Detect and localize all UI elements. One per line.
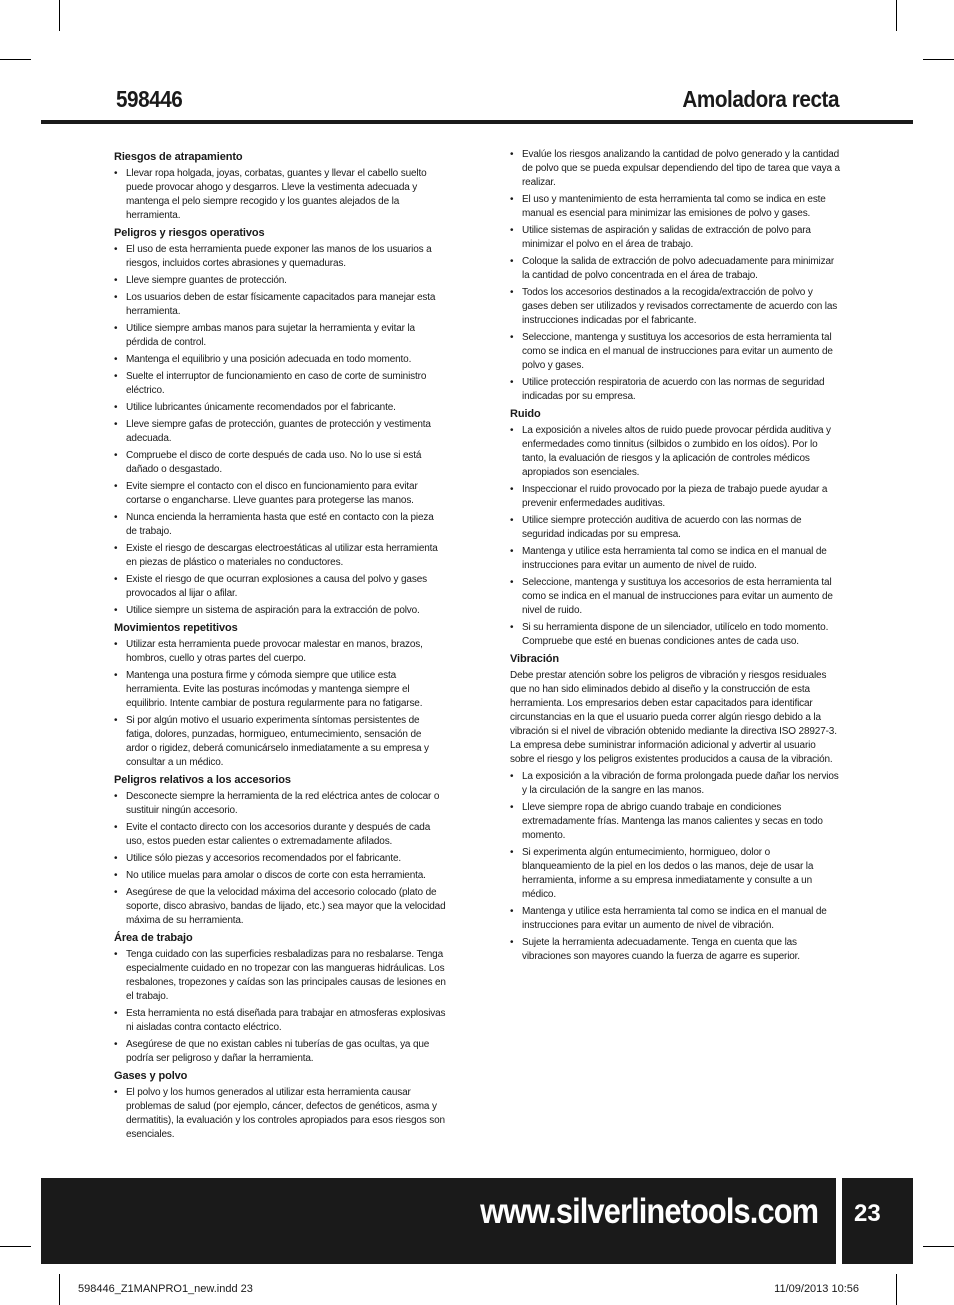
bullet-icon: • (510, 425, 514, 436)
section-heading: Peligros y riesgos operativos (114, 227, 265, 239)
bullet-icon: • (510, 225, 514, 236)
list-item (114, 669, 446, 711)
section-heading: Riesgos de atrapamiento (114, 151, 243, 163)
list-item (114, 604, 446, 618)
list-item-text: Utilice protección respiratoria de acuerdo con las normas de seguridad indicadas por su empresa. (522, 377, 825, 402)
list-item-text: Utilice lubricantes únicamente recomendados por el fabricante. (126, 402, 396, 413)
section (114, 773, 446, 928)
crop-mark (896, 1274, 897, 1305)
bullet-icon: • (510, 546, 514, 557)
list-item (510, 331, 840, 373)
dust-list (510, 148, 840, 404)
list-item-text: Lleve siempre ropa de abrigo cuando trabaje en condiciones extremadamente frías. Mantenga las manos calientes y secas en todo momento. (522, 802, 823, 841)
list-item (114, 243, 446, 271)
list-item (114, 573, 446, 601)
bullet-icon: • (510, 377, 514, 388)
list-item-text: Sujete la herramienta adecuadamente. Tenga en cuenta que las vibraciones son mayores cuando la fuerza de agarre es superior. (522, 937, 800, 962)
section-heading: Peligros relativos a los accesorios (114, 774, 291, 786)
list-item (114, 790, 446, 818)
list-item (114, 821, 446, 849)
list-item-text: Asegúrese de que la velocidad máxima del accesorio colocado (plato de soporte, disco abrasivo, bandas de lijado, etc.) sea mayor que la velocidad máxima de su herramienta. (126, 887, 446, 926)
list-item-text: Evalúe los riesgos analizando la cantidad de polvo generado y la cantidad de polvo que se pueda expulsar dependiendo del tipo de tarea que vaya a realizar. (522, 149, 840, 188)
bullet-icon: • (114, 870, 118, 881)
bullet-icon: • (114, 887, 118, 898)
list-item (510, 801, 840, 843)
list-item-text: Mantenga y utilice esta herramienta tal como se indica en el manual de instrucciones para evitar un aumento de nivel de vibración. (522, 906, 827, 931)
list-item-text: Asegúrese de que no existan cables ni tuberías de gas ocultas, ya que podría ser peligroso y dañar la herramienta. (126, 1039, 430, 1064)
list-item (510, 905, 840, 933)
bullet-icon: • (114, 354, 118, 365)
list-item-text: El polvo y los humos generados al utilizar esta herramienta causar problemas de salud (por ejemplo, cáncer, defectos de genéticos, asma y dermatitis), la evaluación y los controles apropiados para esos riesgos son esenciales. (126, 1087, 445, 1140)
section (114, 226, 446, 618)
list-item (510, 483, 840, 511)
bullet-icon: • (510, 287, 514, 298)
crop-mark (59, 0, 60, 31)
header-rule (41, 120, 913, 124)
list-item (510, 193, 840, 221)
list-item-text: Llevar ropa holgada, joyas, corbatas, guantes y llevar el cabello suelto puede provocar ahogo y desgarros. Lleve la vestimenta adecuada y mantenga el pelo siempre recogido y los guantes alejados de la herramienta. (126, 168, 427, 221)
bullet-icon: • (114, 481, 118, 492)
list-item-text: Mantenga una postura firme y cómoda siempre que utilice esta herramienta. Evite las posturas incómodas y mantenga siempre el equilibrio. Intente cambiar de postura regularmente para no fatigarse. (126, 670, 423, 709)
list-item-text: El uso y mantenimiento de esta herramienta tal como se indica en este manual es esencial para minimizar las emisiones de polvo y gases. (522, 194, 826, 219)
list-item (510, 424, 840, 480)
list-item-text: Si experimenta algún entumecimiento, hormigueo, dolor o blanqueamiento de la piel en los dedos o las manos, deje de usar la herramienta, informe a su empresa inmediatamente y consulte a un médico. (522, 847, 814, 900)
section-ruido (510, 407, 840, 649)
bullet-icon: • (114, 543, 118, 554)
list-item-text: Existe el riesgo de descargas electroestáticas al utilizar esta herramienta en piezas de plástico o materiales no conductores. (126, 543, 438, 568)
crop-mark (896, 0, 897, 31)
list-item (114, 1038, 446, 1066)
list-item (114, 401, 446, 415)
bullet-icon: • (510, 515, 514, 526)
list-item-text: El uso de esta herramienta puede exponer las manos de los usuarios a riesgos, incluidos cortes abrasiones y quemaduras. (126, 244, 432, 269)
bullet-icon: • (510, 332, 514, 343)
right-column (510, 150, 840, 967)
list-item (114, 886, 446, 928)
bullet-icon: • (114, 1087, 118, 1098)
list-item (510, 576, 840, 618)
list-item-text: Utilice sólo piezas y accesorios recomendados por el fabricante. (126, 853, 401, 864)
crop-mark (59, 1274, 60, 1305)
bullet-icon: • (114, 949, 118, 960)
bullet-icon: • (510, 771, 514, 782)
bullet-icon: • (114, 371, 118, 382)
bullet-icon: • (114, 605, 118, 616)
list-item-text: Evite el contacto directo con los accesorios durante y después de cada uso, estos pueden estar calientes o extremadamente afilados. (126, 822, 431, 847)
list-item-text: Lleve siempre guantes de protección. (126, 275, 287, 286)
crop-mark (0, 1246, 31, 1247)
list-item-text: La exposición a niveles altos de ruido puede provocar pérdida auditiva y enfermedades como tinnitus (silbidos o zumbido en los oídos). Por lo tanto, la evaluación de riesgos y la aplicación de controles médicos apropiados son esenciales. (522, 425, 831, 478)
section-heading: Gases y polvo (114, 1070, 188, 1082)
slug-datetime: 11/09/2013 10:56 (774, 1283, 859, 1295)
list-item (114, 353, 446, 367)
bullet-icon: • (114, 639, 118, 650)
bullet-icon: • (510, 256, 514, 267)
crop-mark (923, 1246, 954, 1247)
bullet-icon: • (114, 715, 118, 726)
list-item-text: Lleve siempre gafas de protección, guantes de protección y vestimenta adecuada. (126, 419, 431, 444)
bullet-icon: • (114, 402, 118, 413)
list-item-text: La exposición a la vibración de forma prolongada puede dañar los nervios y la circulación de la sangre en las manos. (522, 771, 839, 796)
list-item-text: Existe el riesgo de que ocurran explosiones a causa del polvo y gases provocados al lijar o afilar. (126, 574, 427, 599)
list-item-text: Mantenga el equilibrio y una posición adecuada en todo momento. (126, 354, 412, 365)
bullet-icon: • (114, 853, 118, 864)
list-item (510, 255, 840, 283)
bullet-icon: • (114, 323, 118, 334)
list-item (510, 846, 840, 902)
bullet-icon: • (510, 802, 514, 813)
list-item-text: Seleccione, mantenga y sustituya los accesorios de esta herramienta tal como se indica en el manual de instrucciones para evitar un aumento de nivel de ruido. (522, 577, 833, 616)
bullet-icon: • (114, 791, 118, 802)
list-item (114, 1007, 446, 1035)
list-item-text: Tenga cuidado con las superficies resbaladizas para no resbalarse. Tenga especialmente cuidado en no tropezar con las mangueras hidráulicas. Los resbalones, tropezones y caídas son las principales causas de lesiones en el trabajo. (126, 949, 446, 1002)
bullet-icon: • (114, 1008, 118, 1019)
list-item-text: Inspeccionar el ruido provocado por la pieza de trabajo puede ayudar a prevenir enfermedades auditivas. (522, 484, 828, 509)
bullet-icon: • (510, 906, 514, 917)
crop-mark (0, 59, 31, 60)
bullet-icon: • (114, 822, 118, 833)
vibration-paragraph: Debe prestar atención sobre los peligros de vibración y riesgos residuales que no han sido eliminados debido al diseño y la construcción de esta herramienta. Los empresarios deben estar capacitados para identificar circunstancias en la que el usuario pueda correr algún riesgo debido a la vibración si el nivel de vibración obtenido mediante la directiva ISO 28927-3. La empresa debe suministrar información adicional y advertir al usuario sobre el riesgo y los peligros existentes producidos a causa de la vibración. (510, 670, 837, 765)
bullet-icon: • (510, 149, 514, 160)
list-item (510, 376, 840, 404)
list-item (114, 852, 446, 866)
list-item (114, 948, 446, 1004)
list-item (510, 148, 840, 190)
list-item-text: No utilice muelas para amolar o discos de corte con esta herramienta. (126, 870, 426, 881)
bullet-icon: • (510, 847, 514, 858)
list-item (114, 167, 446, 223)
list-item-text: Si por algún motivo el usuario experimenta síntomas persistentes de fatiga, dolores, punzadas, hormigueo, entumecimiento, sensación de ardor o rigidez, deberá comunicárselo inmediatamente a su empresa y consultar a un médico. (126, 715, 429, 768)
list-item (510, 936, 840, 964)
bullet-icon: • (510, 577, 514, 588)
list-item-text: Utilice siempre protección auditiva de acuerdo con las normas de seguridad indicadas por su empresa. (522, 515, 802, 540)
list-item (114, 449, 446, 477)
list-item (114, 1086, 446, 1142)
list-item (510, 621, 840, 649)
bullet-icon: • (114, 168, 118, 179)
bullet-icon: • (114, 670, 118, 681)
bullet-icon: • (114, 244, 118, 255)
list-item-text: Nunca encienda la herramienta hasta que esté en contacto con la pieza de trabajo. (126, 512, 434, 537)
list-item-text: Utilice sistemas de aspiración y salidas de extracción de polvo para minimizar el polvo en el área de trabajo. (522, 225, 811, 250)
section (114, 150, 446, 223)
website-url[interactable]: www.silverlinetools.com (479, 1192, 818, 1231)
list-item (510, 286, 840, 328)
bullet-icon: • (114, 419, 118, 430)
list-item (114, 638, 446, 666)
bullet-icon: • (510, 937, 514, 948)
section (114, 621, 446, 770)
bullet-icon: • (114, 512, 118, 523)
list-item (114, 480, 446, 508)
list-item (114, 869, 446, 883)
bullet-icon: • (510, 194, 514, 205)
list-item-text: Los usuarios deben de estar físicamente capacitados para manejar esta herramienta. (126, 292, 436, 317)
list-item-text: Seleccione, mantenga y sustituya los accesorios de esta herramienta tal como se indica en el manual de instrucciones para evitar un aumento de polvo y gases. (522, 332, 833, 371)
list-item (114, 370, 446, 398)
list-item (114, 418, 446, 446)
page-number-box (842, 1178, 913, 1264)
list-item (510, 514, 840, 542)
bullet-icon: • (114, 275, 118, 286)
list-item-text: Todos los accesorios destinados a la recogida/extracción de polvo y gases deben ser utilizados y revisados correctamente de acuerdo con las instrucciones indicadas por el fabricante. (522, 287, 838, 326)
page-number: 23 (854, 1200, 881, 1227)
list-item-text: Utilice siempre ambas manos para sujetar la herramienta y evitar la pérdida de control. (126, 323, 415, 348)
bullet-icon: • (114, 1039, 118, 1050)
section-heading: Área de trabajo (114, 932, 193, 944)
list-item (510, 770, 840, 798)
section-heading: Vibración (510, 653, 560, 665)
bullet-icon: • (114, 450, 118, 461)
crop-mark (923, 59, 954, 60)
list-item-text: Evite siempre el contacto con el disco en funcionamiento para evitar cortarse o engancharse. Lleve guantes para protegerse las manos. (126, 481, 418, 506)
footer-bar (41, 1178, 836, 1264)
list-item (114, 714, 446, 770)
section (114, 1069, 446, 1142)
list-item-text: Esta herramienta no está diseñada para trabajar en atmosferas explosivas ni aisladas contra contacto eléctrico. (126, 1008, 446, 1033)
list-item-text: Mantenga y utilice esta herramienta tal como se indica en el manual de instrucciones para evitar un aumento de nivel de ruido. (522, 546, 827, 571)
list-item (114, 322, 446, 350)
product-code: 598446 (116, 86, 183, 112)
list-item (114, 291, 446, 319)
bullet-icon: • (510, 484, 514, 495)
list-item-text: Coloque la salida de extracción de polvo adecuadamente para minimizar la cantidad de polvo concentrada en el área de trabajo. (522, 256, 835, 281)
list-item-text: Suelte el interruptor de funcionamiento en caso de corte de suministro eléctrico. (126, 371, 427, 396)
list-item (114, 542, 446, 570)
section-heading: Ruido (510, 408, 541, 420)
list-item (510, 545, 840, 573)
list-item (114, 274, 446, 288)
bullet-icon: • (114, 292, 118, 303)
slug-file: 598446_Z1MANPRO1_new.indd 23 (78, 1283, 253, 1295)
list-item-text: Si su herramienta dispone de un silenciador, utilícelo en todo momento. Compruebe que esté en buenas condiciones antes de cada uso. (522, 622, 829, 647)
section-vibracion (510, 652, 840, 964)
bullet-icon: • (114, 574, 118, 585)
page-title: Amoladora recta (682, 86, 839, 112)
section (114, 931, 446, 1066)
list-item (114, 511, 446, 539)
list-item-text: Utilice siempre un sistema de aspiración para la extracción de polvo. (126, 605, 420, 616)
list-item (510, 224, 840, 252)
left-column (114, 150, 446, 1145)
list-item-text: Compruebe el disco de corte después de cada uso. No lo use si está dañado o desgastado. (126, 450, 422, 475)
section-heading: Movimientos repetitivos (114, 622, 238, 634)
bullet-icon: • (510, 622, 514, 633)
list-item-text: Utilizar esta herramienta puede provocar malestar en manos, brazos, hombros, cuello y otras partes del cuerpo. (126, 639, 423, 664)
list-item-text: Desconecte siempre la herramienta de la red eléctrica antes de colocar o sustituir ningún accesorio. (126, 791, 440, 816)
